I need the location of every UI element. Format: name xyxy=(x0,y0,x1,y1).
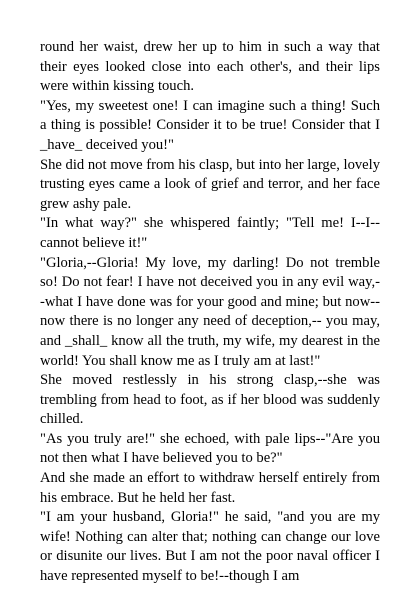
paragraph-8: And she made an effort to withdraw herself entirely from his embrace. But he held her fast. xyxy=(40,470,380,506)
paragraph-3: She did not move from his clasp, but into her large, lovely trusting eyes came a look of grief and terror, and her face grew ashy pale. xyxy=(40,156,380,212)
paragraph-1: round her waist, drew her up to him in such a way that their eyes looked close into each other's, and their lips were within kissing touch. xyxy=(40,39,380,95)
paragraph-4: "In what way?" she whispered faintly; "Tell me! I--I--cannot believe it!" xyxy=(40,215,380,251)
paragraph-9: "I am your husband, Gloria!" he said, "and you are my wife! Nothing can alter that; nothing can change our love or disunite our lives. But I am not the poor naval officer I have represented myself to be!--though I am xyxy=(40,509,380,585)
paragraph-7: "As you truly are!" she echoed, with pale lips--"Are you not then what I have believed you to be?" xyxy=(40,430,380,467)
paragraph-2: "Yes, my sweetest one! I can imagine such a thing! Such a thing is possible! Consider it to be true! Consider that I _have_ deceived you!" xyxy=(40,97,380,153)
paragraph-5: "Gloria,--Gloria! My love, my darling! Do not tremble so! Do not fear! I have not deceived you in any evil way,--what I have done was for your good and mine; but now--now there is no longer any need of deception,-- you may, and _shall_ know all the truth, my wife, my dearest in the world! You shall know me as I truly am at last!" xyxy=(40,254,380,369)
page-text xyxy=(40,38,380,587)
paragraph-6: She moved restlessly in his strong clasp,--she was trembling from head to foot, as if her blood was suddenly chilled. xyxy=(40,372,380,428)
